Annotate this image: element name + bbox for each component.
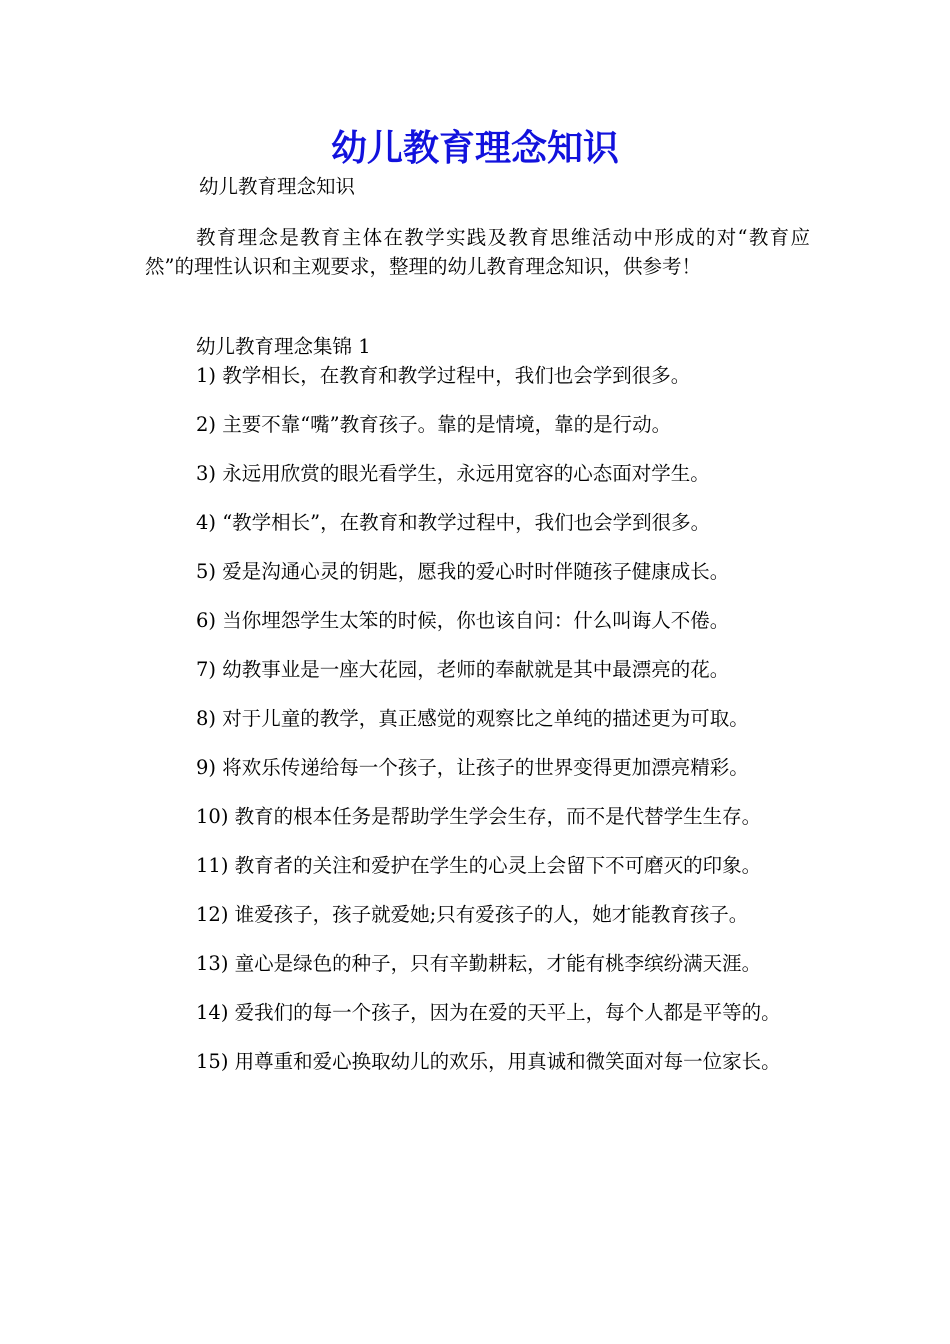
document-title: 幼儿教育理念知识 <box>330 127 619 169</box>
list-item: 12) 谁爱孩子，孩子就爱她;只有爱孩子的人，她才能教育孩子。 <box>196 903 749 926</box>
list-item: 5) 爱是沟通心灵的钥匙，愿我的爱心时时伴随孩子健康成长。 <box>196 560 730 583</box>
list-item: 6) 当你埋怨学生太笨的时候，你也该自问：什么叫诲人不倦。 <box>196 609 730 632</box>
intro-paragraph: 教育理念是教育主体在教学实践及教育思维活动中形成的对“教育应然”的理性认识和主观要求，整理的幼儿教育理念知识，供参考！ <box>145 226 810 278</box>
list-item: 3) 永远用欣赏的眼光看学生，永远用宽容的心态面对学生。 <box>196 462 710 485</box>
list-item: 14) 爱我们的每一个孩子，因为在爱的天平上，每个人都是平等的。 <box>196 1001 781 1024</box>
list-item: 11) 教育者的关注和爱护在学生的心灵上会留下不可磨灭的印象。 <box>196 854 762 877</box>
list-item: 10) 教育的根本任务是帮助学生学会生存，而不是代替学生生存。 <box>196 805 762 828</box>
list-item: 1) 教学相长，在教育和教学过程中，我们也会学到很多。 <box>196 364 691 387</box>
list-item: 13) 童心是绿色的种子，只有辛勤耕耘，才能有桃李缤纷满天涯。 <box>196 952 762 975</box>
section-heading: 幼儿教育理念集锦 1 <box>196 335 371 358</box>
list-item: 8) 对于儿童的教学，真正感觉的观察比之单纯的描述更为可取。 <box>196 707 749 730</box>
document-body <box>145 172 810 1076</box>
list-item: 7) 幼教事业是一座大花园，老师的奉献就是其中最漂亮的花。 <box>196 658 730 681</box>
document-subtitle: 幼儿教育理念知识 <box>199 175 356 198</box>
list-item: 15) 用尊重和爱心换取幼儿的欢乐，用真诚和微笑面对每一位家长。 <box>196 1050 781 1073</box>
list-item: 2) 主要不靠“嘴”教育孩子。靠的是情境，靠的是行动。 <box>196 413 672 436</box>
list-item: 9) 将欢乐传递给每一个孩子，让孩子的世界变得更加漂亮精彩。 <box>196 756 749 779</box>
list-item: 4) “教学相长”，在教育和教学过程中，我们也会学到很多。 <box>196 511 711 534</box>
